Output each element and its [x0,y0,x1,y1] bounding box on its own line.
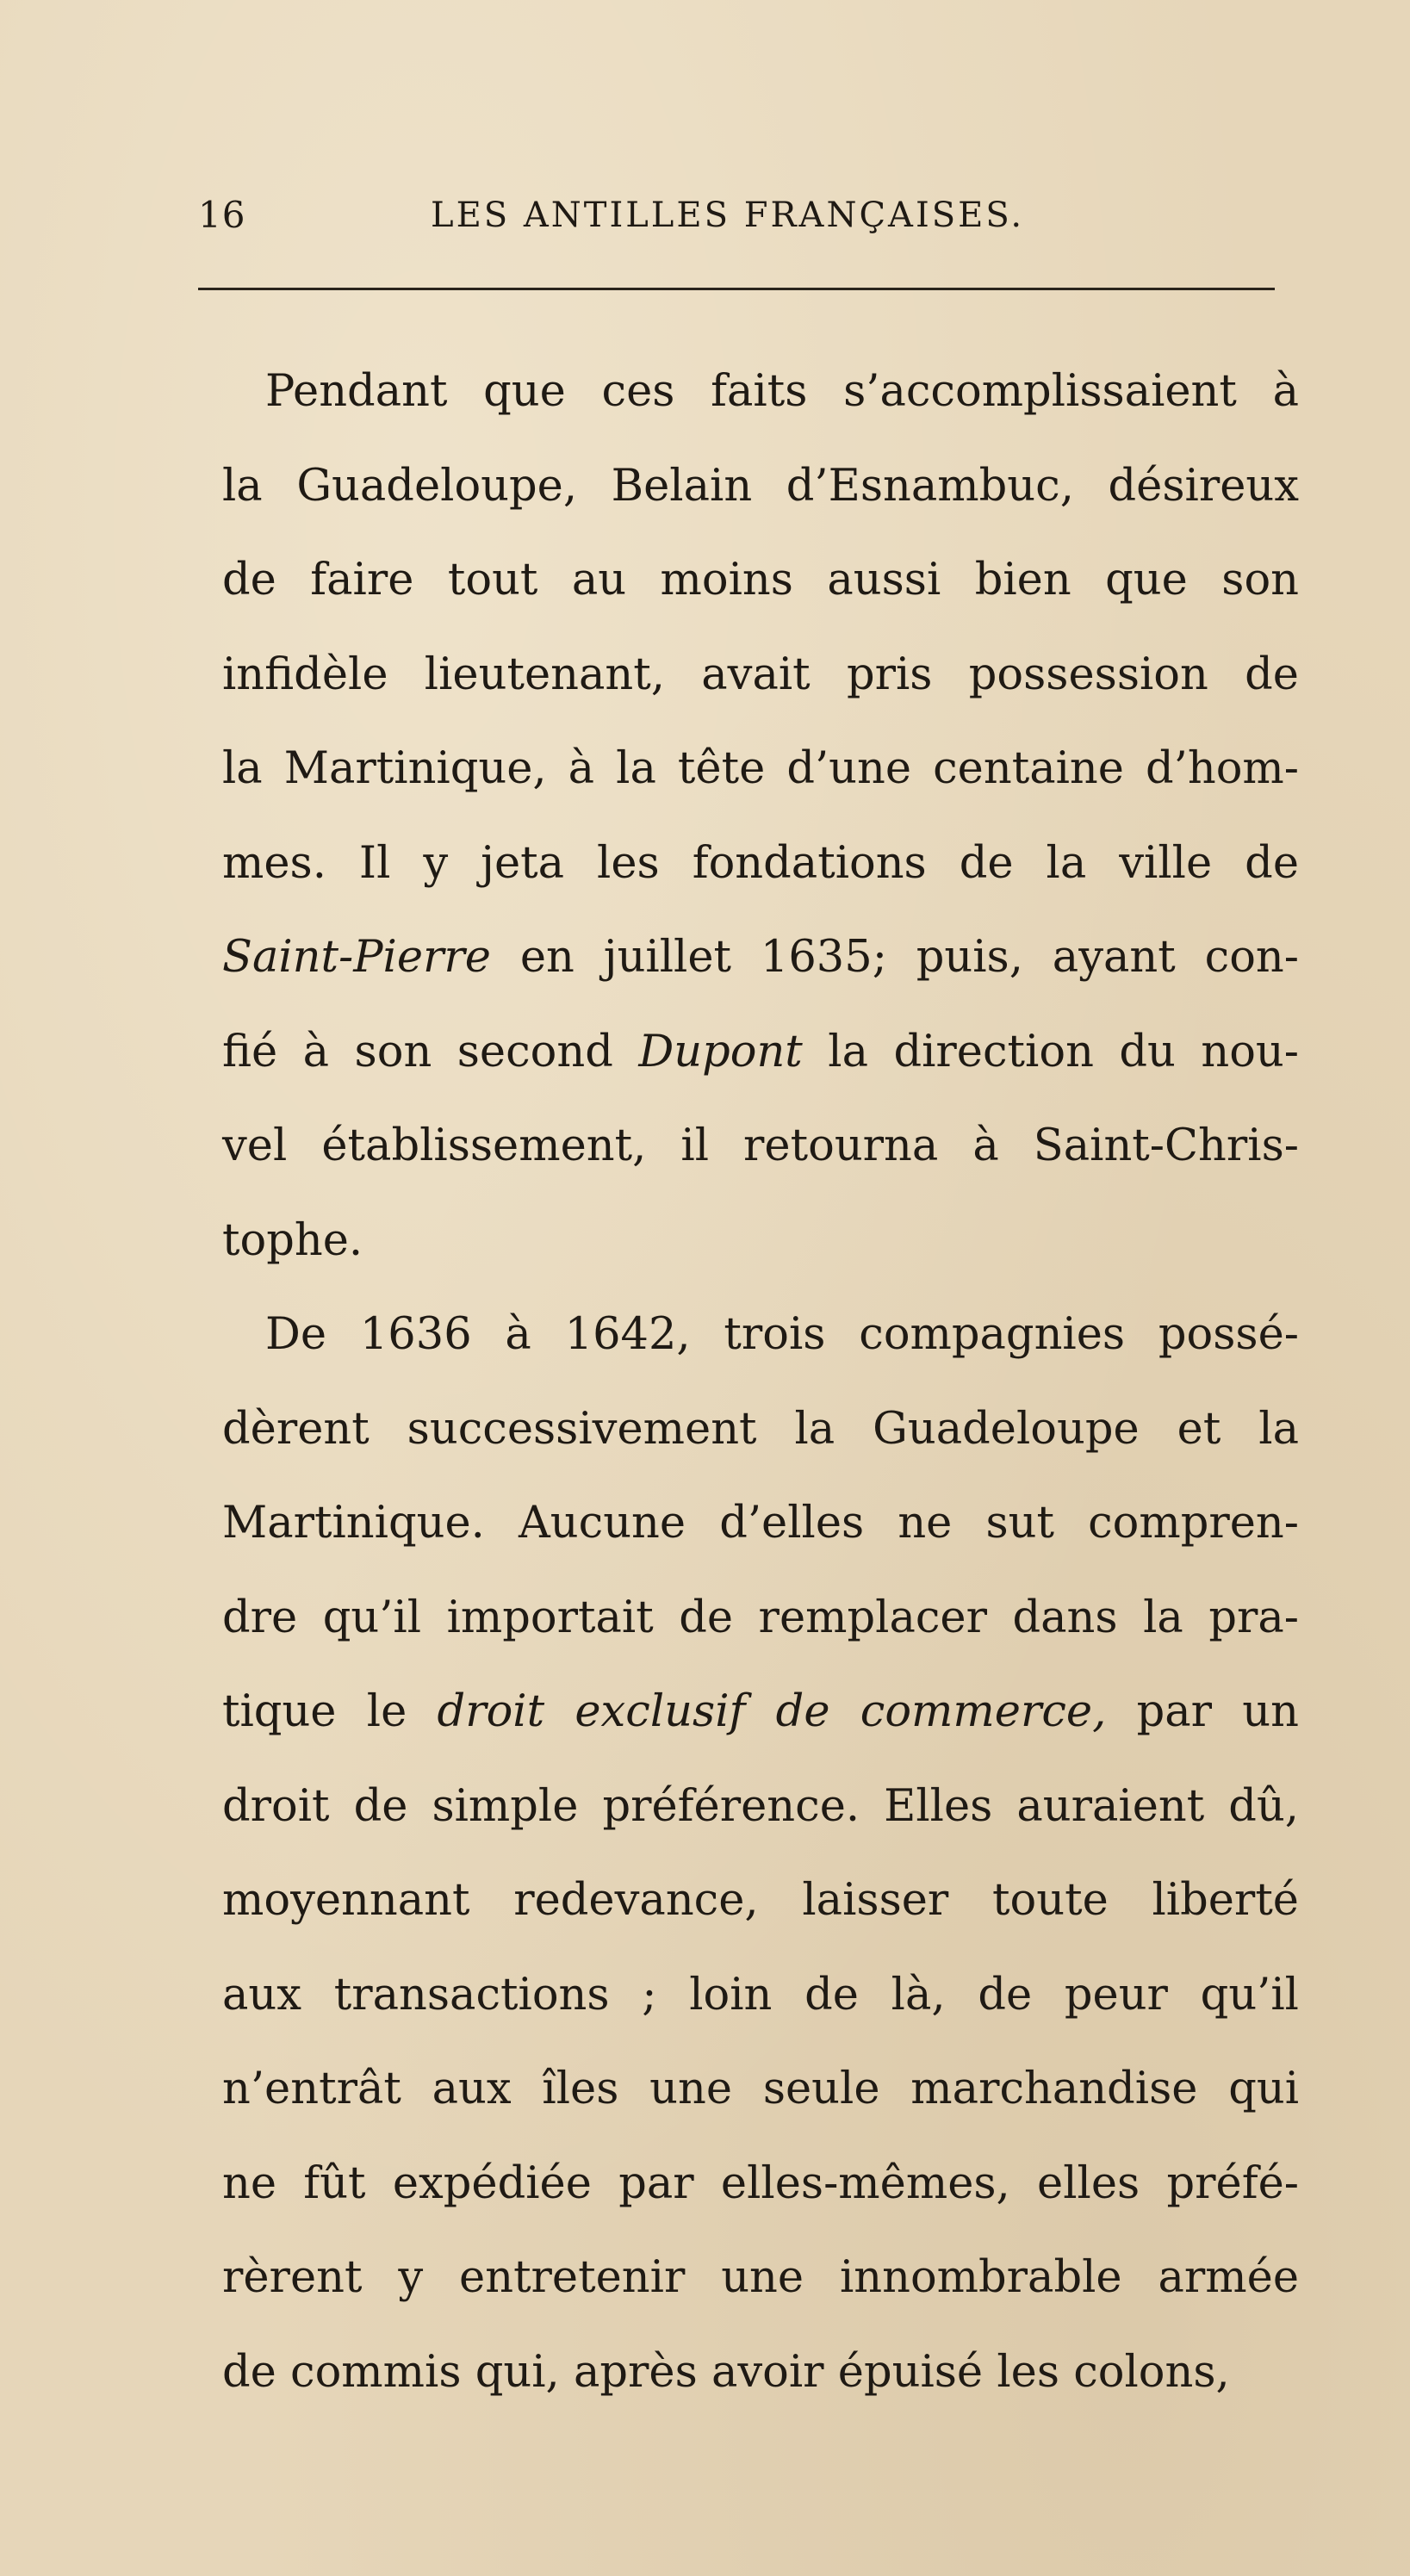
text-line [222,2042,1299,2137]
text-segment: ne fût expédiée par elles-mêmes, elles préfé- [222,2157,1299,2209]
text-segment: en juillet 1635; puis, ayant con- [490,932,1299,983]
text-line [222,1665,1299,1760]
header-rule [198,288,1275,290]
text-segment: Pendant que ces faits s’accomplissaient à [265,366,1299,417]
text-segment: dèrent successivement la Guadeloupe et la [222,1403,1299,1455]
text-line [222,1288,1299,1382]
page-header [198,194,1283,245]
text-segment: de faire tout au moins aussi bien que son [222,555,1299,605]
page-number: 16 [198,194,246,236]
text-segment: la Martinique, à la tête d’une centaine d’hom- [222,743,1299,794]
text-line [222,722,1299,816]
italic-text: Saint-Pierre [222,932,491,983]
italic-text: droit exclusif de commerce, [437,1686,1107,1737]
text-line [222,1099,1299,1194]
text-line [222,439,1299,534]
text-line [222,628,1299,723]
text-line [222,816,1299,911]
text-line [222,1005,1299,1100]
text-segment: par un [1106,1686,1299,1737]
text-line [222,910,1299,1005]
text-segment: la direction du nou- [802,1026,1299,1077]
text-line [222,2137,1299,2231]
text-line [222,1194,1299,1288]
text-line [222,1760,1299,1854]
text-segment: aux transactions ; loin de là, de peur qu’il [222,1969,1299,2020]
text-segment: fié à son second [222,1026,639,1077]
text-line [222,1571,1299,1666]
text-segment: tophe. [222,1214,363,1266]
text-line [222,1382,1299,1477]
text-segment: droit de simple préférence. Elles auraient dû, [222,1780,1299,1832]
text-line [222,1948,1299,2043]
text-segment: De 1636 à 1642, trois compagnies possé- [265,1309,1299,1360]
text-line [222,2231,1299,2325]
text-line [222,1476,1299,1571]
text-segment: infidèle lieutenant, avait pris possession de [222,649,1299,700]
text-segment: dre qu’il importait de remplacer dans la pra- [222,1592,1299,1643]
text-segment: rèrent y entretenir une innombrable armée [222,2252,1299,2303]
text-line [222,345,1299,439]
text-segment: la Guadeloupe, Belain d’Esnambuc, désireux [222,460,1299,512]
text-segment: de commis qui, après avoir épuisé les colons, [222,2346,1230,2398]
text-segment: Martinique. Aucune d’elles ne sut compren- [222,1498,1299,1549]
text-segment: n’entrât aux îles une seule marchandise qui [222,2064,1299,2114]
text-segment: tique le [222,1686,438,1737]
text-line [222,1853,1299,1948]
text-line [222,533,1299,628]
italic-text: Dupont [638,1026,803,1077]
text-segment: moyennant redevance, laisser toute liberté [222,1875,1299,1926]
text-line [222,2325,1299,2420]
running-title: LES ANTILLES FRANÇAISES. [431,196,1025,235]
body-text [222,345,1299,2419]
text-segment: mes. Il y jeta les fondations de la ville de [222,837,1299,889]
text-segment: vel établissement, il retourna à Saint-Chris- [222,1120,1299,1171]
